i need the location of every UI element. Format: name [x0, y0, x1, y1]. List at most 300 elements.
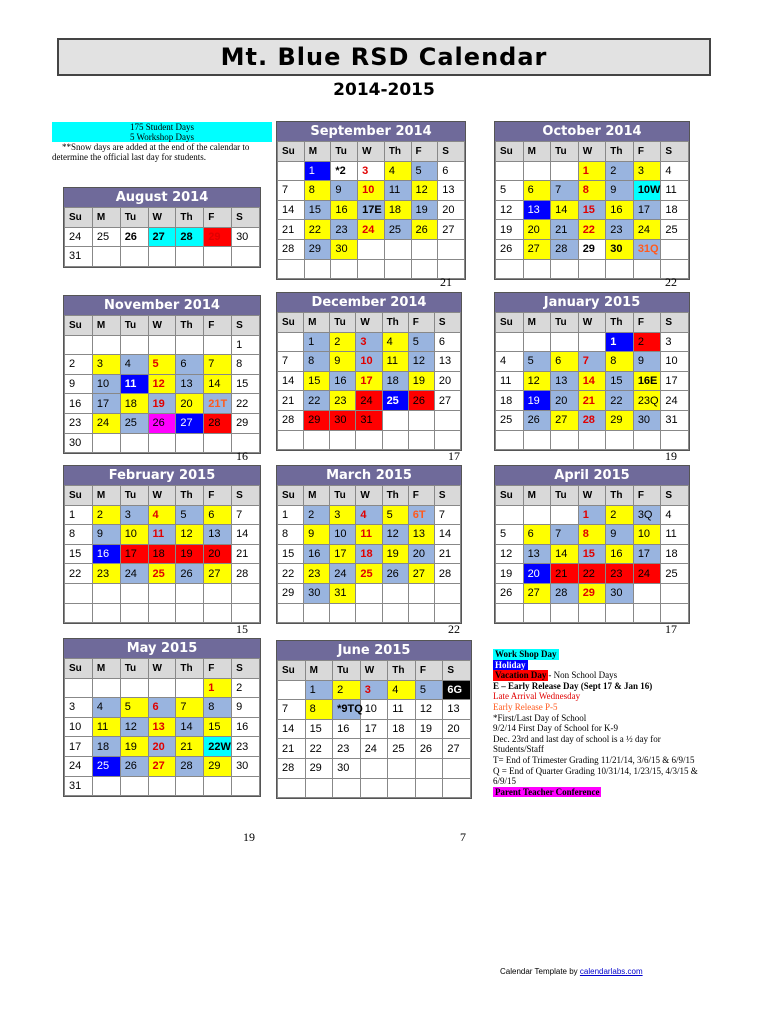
day-cell: 23 [92, 564, 120, 584]
day-cell: 22 [305, 739, 333, 759]
month-0 [63, 187, 261, 268]
week-row [278, 583, 461, 603]
weekday-header: Su [65, 659, 93, 679]
weekday-header: Th [606, 313, 634, 333]
day-cell [633, 430, 661, 450]
day-cell: 11 [384, 181, 411, 201]
day-cell: 5 [408, 332, 434, 352]
day-cell: 30 [65, 433, 93, 453]
day-cell [382, 430, 408, 450]
day-cell: 8 [304, 181, 331, 201]
weekday-header: Su [496, 486, 524, 506]
day-cell [382, 410, 408, 430]
day-cell: 7 [551, 181, 579, 201]
student-day-count: 16 [236, 449, 248, 463]
day-cell [356, 430, 382, 450]
day-cell: 6 [551, 352, 579, 372]
week-row [65, 394, 260, 414]
day-cell [120, 335, 148, 355]
day-cell: 26 [408, 391, 434, 411]
day-cell: 15 [305, 719, 333, 739]
day-cell: 6 [523, 525, 551, 545]
day-cell: 1 [578, 161, 606, 181]
day-cell [408, 430, 434, 450]
day-cell [148, 335, 176, 355]
day-cell: 18 [92, 737, 120, 757]
day-cell: 29 [578, 583, 606, 603]
weekday-header: F [408, 313, 434, 333]
legend-quarter: Q = End of Quarter Grading 10/31/14, 1/23/15, 4/3/15 & 6/9/15 [493, 765, 698, 787]
day-cell [415, 778, 443, 798]
day-cell: 17 [360, 719, 388, 739]
week-row [278, 161, 465, 181]
day-cell [523, 603, 551, 623]
day-cell: 26 [496, 583, 524, 603]
day-cell: 15 [578, 200, 606, 220]
day-cell: 12 [176, 525, 204, 545]
day-cell: 12 [382, 525, 408, 545]
day-cell: 7 [176, 698, 204, 718]
title-box [57, 38, 711, 76]
day-cell: 1 [204, 678, 232, 698]
week-row [496, 505, 689, 525]
weekday-header: Su [278, 313, 304, 333]
day-cell [120, 776, 148, 796]
day-cell: 13 [408, 525, 434, 545]
day-cell: 18 [384, 200, 411, 220]
weekday-header: Su [65, 208, 93, 228]
day-cell: 10W [633, 181, 661, 201]
day-cell [633, 259, 661, 279]
day-cell: 16 [606, 544, 634, 564]
day-cell: 13 [176, 374, 204, 394]
weekday-header: F [633, 313, 661, 333]
day-cell [148, 247, 176, 267]
day-cell [305, 778, 333, 798]
day-cell: 20 [551, 391, 579, 411]
day-cell: 26 [120, 756, 148, 776]
month-title: February 2015 [64, 466, 260, 485]
day-cell: 19 [411, 200, 438, 220]
legend-vacation-suffix: - Non School Days [548, 670, 618, 681]
day-cell: 7 [232, 505, 260, 525]
day-cell: 13 [523, 544, 551, 564]
day-cell [232, 776, 260, 796]
day-cell [606, 603, 634, 623]
day-cell: 26 [120, 227, 148, 247]
week-row [278, 332, 461, 352]
weekday-header: W [356, 486, 382, 506]
day-cell: 13 [148, 717, 176, 737]
day-cell: 16 [304, 544, 330, 564]
day-cell: 11 [388, 700, 416, 720]
day-cell: 24 [120, 564, 148, 584]
day-cell [523, 259, 551, 279]
day-cell: 30 [606, 583, 634, 603]
day-cell: 13 [443, 700, 471, 720]
weekday-header: S [434, 313, 460, 333]
day-cell: 23 [606, 564, 634, 584]
weekday-header: M [304, 313, 330, 333]
weekday-header: M [523, 142, 551, 162]
day-cell [120, 433, 148, 453]
day-cell: 2 [232, 678, 260, 698]
weekday-header: W [578, 313, 606, 333]
weekday-header: Tu [551, 313, 579, 333]
day-cell: 20 [176, 394, 204, 414]
day-cell [661, 603, 689, 623]
day-cell: 5 [411, 161, 438, 181]
day-cell [496, 603, 524, 623]
day-cell [65, 335, 93, 355]
week-row [278, 391, 461, 411]
day-cell [120, 583, 148, 603]
weekday-header: Tu [330, 486, 356, 506]
day-cell: *9TQ [333, 700, 361, 720]
weekday-header: Tu [551, 142, 579, 162]
day-cell: 11 [496, 371, 524, 391]
day-cell: 30 [331, 239, 358, 259]
weekday-header: F [408, 486, 434, 506]
week-row [496, 259, 689, 279]
day-cell [606, 259, 634, 279]
day-cell [382, 603, 408, 623]
day-cell [633, 603, 661, 623]
weekday-header: Tu [120, 316, 148, 336]
day-cell: 24 [358, 220, 385, 240]
weekday-header: M [523, 486, 551, 506]
month-8 [494, 465, 690, 624]
day-cell: 29 [304, 239, 331, 259]
week-row [278, 200, 465, 220]
day-cell [304, 259, 331, 279]
weekday-header: Th [606, 142, 634, 162]
day-cell [384, 259, 411, 279]
day-cell: 4 [661, 505, 689, 525]
day-cell: 30 [333, 758, 361, 778]
student-day-count: 19 [665, 449, 677, 463]
day-cell: 28 [232, 564, 260, 584]
weekday-header: W [148, 659, 176, 679]
day-cell [382, 583, 408, 603]
month-title: October 2014 [495, 122, 689, 141]
day-cell: 7 [578, 352, 606, 372]
day-cell: 31 [356, 410, 382, 430]
day-cell [92, 603, 120, 623]
day-cell: 17 [356, 371, 382, 391]
day-cell [356, 583, 382, 603]
day-cell [434, 430, 460, 450]
day-cell [120, 603, 148, 623]
day-cell: 2 [606, 161, 634, 181]
day-cell [661, 583, 689, 603]
day-cell: 18 [148, 544, 176, 564]
week-row [65, 564, 260, 584]
week-row [496, 430, 689, 450]
week-row [496, 583, 689, 603]
day-cell: 16 [232, 717, 260, 737]
day-cell: 3 [633, 161, 661, 181]
week-row [496, 603, 689, 623]
day-cell: 24 [633, 564, 661, 584]
day-cell [551, 259, 579, 279]
page-title: Mt. Blue RSD Calendar [220, 43, 548, 71]
day-cell [496, 505, 524, 525]
day-cell: 25 [148, 564, 176, 584]
day-cell: 10 [65, 717, 93, 737]
day-cell [176, 678, 204, 698]
day-cell [278, 680, 306, 700]
weekday-header: W [356, 313, 382, 333]
day-cell: 6T [408, 505, 434, 525]
week-row [65, 698, 260, 718]
day-cell: 15 [232, 374, 260, 394]
day-cell [358, 259, 385, 279]
day-cell: 28 [176, 756, 204, 776]
day-cell: 1 [278, 505, 304, 525]
day-cell: 5 [176, 505, 204, 525]
day-cell [92, 583, 120, 603]
day-cell: 14 [278, 719, 306, 739]
day-cell: 11 [148, 525, 176, 545]
month-3 [63, 295, 261, 454]
day-cell: 1 [305, 680, 333, 700]
snow-note: **Snow days are added at the end of the calendar to determine the official last day for students. [52, 142, 250, 162]
day-cell: 27 [523, 239, 551, 259]
day-cell [551, 505, 579, 525]
day-cell: 9 [65, 374, 93, 394]
day-cell: 10 [92, 374, 120, 394]
day-cell: 10 [661, 352, 689, 372]
day-cell: 22 [304, 391, 330, 411]
week-row [278, 220, 465, 240]
day-cell: 29 [204, 756, 232, 776]
day-cell: 19 [496, 220, 524, 240]
day-cell: 14 [204, 374, 232, 394]
day-cell [661, 239, 689, 259]
week-row [496, 200, 689, 220]
day-cell: 11 [120, 374, 148, 394]
day-cell [204, 776, 232, 796]
weekday-header: Th [176, 316, 204, 336]
day-cell: 1 [304, 161, 331, 181]
day-cell: 25 [388, 739, 416, 759]
day-cell [330, 603, 356, 623]
day-cell: 25 [496, 410, 524, 430]
day-cell: 12 [408, 352, 434, 372]
weekday-header: M [92, 659, 120, 679]
day-cell [65, 583, 93, 603]
week-row [278, 371, 461, 391]
day-cell [330, 430, 356, 450]
day-cell [358, 239, 385, 259]
day-cell [278, 603, 304, 623]
weekday-header: Tu [120, 486, 148, 506]
day-cell [384, 239, 411, 259]
day-cell: 25 [661, 220, 689, 240]
week-row [278, 719, 471, 739]
day-cell [176, 247, 204, 267]
day-cell: 14 [278, 371, 304, 391]
day-cell: 8 [305, 700, 333, 720]
weekday-header: F [633, 486, 661, 506]
weekday-header: Su [278, 661, 306, 681]
day-cell: 17 [633, 200, 661, 220]
day-cell: 25 [382, 391, 408, 411]
month-title: December 2014 [277, 293, 461, 312]
day-cell: 22 [65, 564, 93, 584]
day-cell: 4 [356, 505, 382, 525]
day-cell: 28 [278, 410, 304, 430]
day-cell [443, 758, 471, 778]
day-cell: 13 [438, 181, 465, 201]
day-cell: 21 [578, 391, 606, 411]
day-cell: 15 [304, 200, 331, 220]
week-row [65, 525, 260, 545]
day-cell: 15 [304, 371, 330, 391]
day-cell [204, 247, 232, 267]
day-cell [496, 332, 524, 352]
day-cell [278, 259, 305, 279]
day-cell: 8 [232, 355, 260, 375]
day-cell: 2 [606, 505, 634, 525]
day-cell [304, 603, 330, 623]
day-cell: 10 [120, 525, 148, 545]
weekday-header: Tu [120, 659, 148, 679]
week-row [65, 583, 260, 603]
day-cell [523, 430, 551, 450]
day-cell [204, 335, 232, 355]
day-cell: 8 [304, 352, 330, 372]
weekday-header: S [661, 142, 689, 162]
weekday-header: S [232, 316, 260, 336]
week-row [278, 505, 461, 525]
weekday-header: M [523, 313, 551, 333]
day-cell: 27 [204, 564, 232, 584]
month-grid [277, 312, 461, 450]
week-row [496, 371, 689, 391]
day-cell [578, 332, 606, 352]
weekday-header: Su [278, 486, 304, 506]
month-title: November 2014 [64, 296, 260, 315]
week-row [496, 564, 689, 584]
weekday-header: Su [65, 316, 93, 336]
day-cell: 11 [661, 525, 689, 545]
day-cell: 15 [204, 717, 232, 737]
day-cell: 6 [434, 332, 460, 352]
day-cell: 5 [496, 525, 524, 545]
day-cell: 31 [65, 776, 93, 796]
day-cell [92, 335, 120, 355]
day-cell [496, 430, 524, 450]
day-cell: 1 [232, 335, 260, 355]
month-10 [276, 640, 472, 799]
week-row [65, 433, 260, 453]
month-grid [277, 485, 461, 623]
day-cell: 24 [65, 756, 93, 776]
day-cell: 14 [232, 525, 260, 545]
day-cell: 4 [148, 505, 176, 525]
day-cell: 8 [578, 181, 606, 201]
day-cell [120, 247, 148, 267]
weekday-header: S [661, 486, 689, 506]
day-cell: 12 [411, 181, 438, 201]
day-cell: 4 [661, 161, 689, 181]
weekday-header: F [415, 661, 443, 681]
day-cell: 2 [330, 332, 356, 352]
weekday-header: S [232, 208, 260, 228]
week-row [65, 247, 260, 267]
week-row [496, 220, 689, 240]
month-1 [276, 121, 466, 280]
day-cell [92, 433, 120, 453]
day-cell: 4 [388, 680, 416, 700]
day-cell: 6 [148, 698, 176, 718]
student-day-count: 21 [440, 275, 452, 289]
day-cell: 3 [661, 332, 689, 352]
week-row [496, 410, 689, 430]
weekday-header: Su [496, 313, 524, 333]
day-cell: 30 [330, 410, 356, 430]
day-cell: 28 [176, 227, 204, 247]
month-grid [64, 207, 260, 267]
day-cell: 4 [120, 355, 148, 375]
footer-link[interactable]: calendarlabs.com [579, 967, 643, 976]
day-cell: 2 [92, 505, 120, 525]
day-cell: 19 [382, 544, 408, 564]
day-cell: 22 [578, 220, 606, 240]
day-cell: 6G [443, 680, 471, 700]
weekday-header: F [204, 486, 232, 506]
day-cell: 23 [65, 413, 93, 433]
day-cell: 27 [176, 413, 204, 433]
month-9 [63, 638, 261, 797]
day-cell: 7 [278, 700, 306, 720]
week-row [65, 413, 260, 433]
legend-first-k9: 9/2/14 First Day of School for K-9 [493, 723, 618, 734]
day-cell: 21 [434, 544, 460, 564]
weekday-header: M [304, 486, 330, 506]
day-cell [438, 239, 465, 259]
day-cell: 24 [356, 391, 382, 411]
day-cell [176, 603, 204, 623]
month-title: September 2014 [277, 122, 465, 141]
month-grid [277, 141, 465, 279]
day-cell: 16 [331, 200, 358, 220]
month-grid [64, 315, 260, 453]
day-cell [204, 583, 232, 603]
day-cell [434, 583, 460, 603]
day-cell [278, 778, 306, 798]
day-cell: 18 [661, 544, 689, 564]
day-cell [148, 433, 176, 453]
day-cell [331, 259, 358, 279]
day-cell: 28 [434, 564, 460, 584]
day-cell: 28 [551, 239, 579, 259]
day-cell: 15 [278, 544, 304, 564]
week-row [278, 430, 461, 450]
weekday-header: F [204, 208, 232, 228]
day-cell: 12 [496, 544, 524, 564]
day-cell: 29 [578, 239, 606, 259]
weekday-header: W [148, 316, 176, 336]
weekday-header: Tu [551, 486, 579, 506]
weekday-header: Th [606, 486, 634, 506]
day-cell [415, 758, 443, 778]
day-cell: 19 [523, 391, 551, 411]
day-cell [408, 583, 434, 603]
weekday-header: W [148, 208, 176, 228]
